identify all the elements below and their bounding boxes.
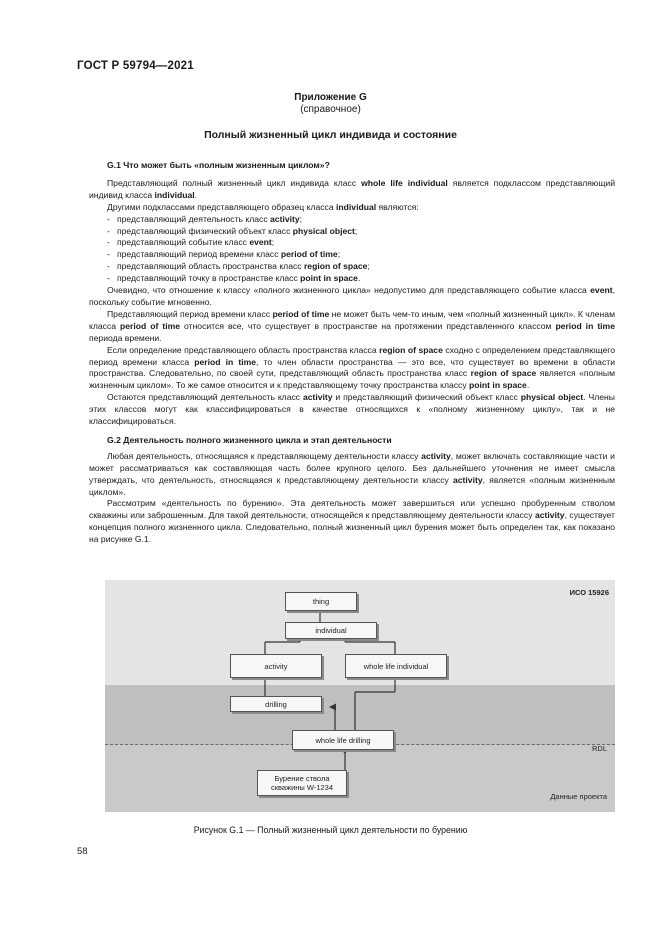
- section-g1-heading: G.1 Что может быть «полным жизненным циклом»?: [107, 160, 330, 170]
- g1-paragraph-3: Очевидно, что отношение к классу «полного жизненного цикла» недопустимо для представляющего событие класса event, поскольку событие мгновенно.: [89, 285, 615, 307]
- list-item: - представляющий область пространства класс region of space;: [107, 261, 370, 272]
- g1-paragraph-6: Остаются представляющий деятельность класс activity и представляющий физический объект класс physical object. Члены этих классов могут как классифицироваться в качестве относящихся к «полному жизненному циклу», так и не классифицироваться.: [89, 392, 615, 427]
- g2-paragraph-2: Рассмотрим «деятельность по бурению». Эта деятельность может завершиться или успешно пробуренным стволом скважины или заброшенным. Для такой деятельности, относящейся к представляющему деятельности классу activity, существует концепция полного жизненного цикла. Следовательно, полный жизненный цикл бурения может быть определен так, как показано на рисунке G.1.: [89, 498, 615, 545]
- g1-paragraph-2: Другими подклассами представляющего образец класса individual являются:: [107, 201, 419, 212]
- box-thing: thing: [285, 592, 357, 611]
- box-activity: activity: [230, 654, 322, 678]
- list-item: - представляющий деятельность класс activity;: [107, 213, 303, 224]
- list-item: - представляющий период времени класс period of time;: [107, 249, 341, 260]
- zone-label-iso: ИСО 15926: [569, 588, 609, 597]
- figure-g1-diagram: [105, 580, 615, 812]
- section-g2-heading: G.2 Деятельность полного жизненного цикла и этап деятельности: [107, 434, 392, 445]
- box-whole-life-drilling: whole life drilling: [292, 730, 394, 750]
- annex-type: (справочное): [300, 104, 361, 115]
- g1-paragraph-4: Представляющий период времени класс period of time не может быть чем-то иным, чем «полный жизненный цикл». К членам класса period of time относится все, что существует в пространстве на протяжении представленного классом period in time периода времени.: [89, 308, 615, 343]
- annex-title: Полный жизненный цикл индивида и состояние: [204, 129, 457, 141]
- box-whole-life-individual: whole life individual: [345, 654, 447, 678]
- page-number: 58: [77, 846, 88, 857]
- list-item: - представляющий физический объект класс physical object;: [107, 225, 358, 236]
- box-drilling: drilling: [230, 696, 322, 712]
- instance-line-1: Бурение ствола: [274, 774, 330, 783]
- list-item: - представляющий событие класс event;: [107, 237, 275, 248]
- subclass-list: [89, 214, 615, 285]
- list-item: - представляющий точку в пространстве класс point in space.: [107, 273, 361, 284]
- section-g1: [89, 160, 615, 546]
- instance-line-2: скважины W-1234: [270, 783, 334, 792]
- figure-caption: Рисунок G.1 — Полный жизненный цикл деятельности по бурению: [193, 825, 468, 835]
- zone-label-rdl: RDL: [591, 744, 607, 753]
- diagram-arrows: [105, 580, 615, 812]
- standard-header: ГОСТ Р 59794—2021: [77, 60, 194, 72]
- box-instance-w1234: [257, 770, 347, 796]
- annex-label: Приложение G: [294, 92, 367, 103]
- g2-paragraph-1: Любая деятельность, относящаяся к представляющему деятельности классу activity, может включать составляющие части и может рассматриваться как составляющая часть более крупного целого. Без дальнейшего уточнения не имеет смысла утверждать, что деятельность, относящаяся к представляющему деятельности классу activity, является «полным жизненным циклом».: [89, 450, 615, 497]
- g1-paragraph-1: Представляющий полный жизненный цикл индивида класс whole life individual является подклассом представляющий индивид класса individual.: [89, 177, 616, 200]
- zone-label-project: Данные проекта: [550, 792, 607, 801]
- g1-paragraph-5: Если определение представляющего область пространства класса region of space сходно с определением представляющего период времени класса period in time, то член области пространства — это все, что существует во времени в области пространства. Следовательно, по своей сути, представляющий область пространства класс region of space является «полным жизненным циклом». То же самое относится и к представляющему точку пространства классу point in space.: [89, 344, 616, 391]
- box-individual: individual: [285, 622, 377, 639]
